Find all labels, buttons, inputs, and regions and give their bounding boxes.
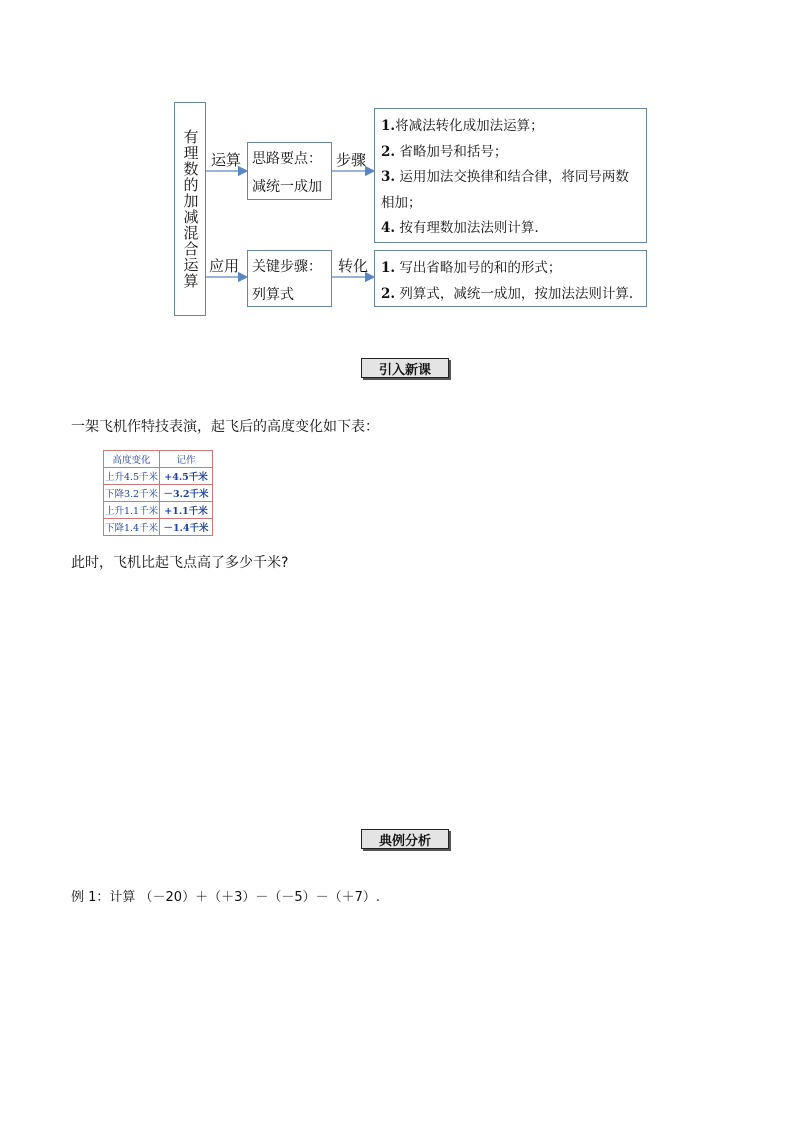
question-text: 此时，飞机比起飞点高了多少千米?	[71, 555, 289, 571]
step-item: 2. 列算式，减统一成加，按加法法则计算.	[381, 285, 634, 302]
table-cell: 上升4.5千米	[104, 468, 160, 485]
section-heading-introduction: 引入新课	[361, 358, 449, 378]
table-cell: －1.4千米	[160, 519, 213, 536]
edge-label-operation: 运算	[211, 151, 242, 169]
table-cell: +1.1千米	[160, 502, 213, 519]
table-cell: 上升1.1千米	[104, 502, 160, 519]
thinking-points-label: 思路要点：	[252, 151, 322, 167]
key-steps-label: 关键步骤：	[252, 259, 322, 275]
edge-label-convert: 转化	[338, 257, 369, 275]
step-item: 1.将减法转化成加法运算；	[381, 118, 544, 134]
altitude-table	[103, 450, 213, 536]
edge-label-steps: 步骤	[336, 151, 367, 169]
table-header: 记作	[160, 451, 213, 468]
table-cell: 下降3.2千米	[104, 485, 160, 502]
intro-paragraph: 一架飞机作特技表演，起飞后的高度变化如下表：	[71, 419, 379, 435]
table-cell: －3.2千米	[160, 485, 213, 502]
example-1: 例 1：计算 （－20）＋（＋3）－（－5）－（＋7）.	[71, 890, 381, 905]
step-item: 1. 写出省略加号的和的形式；	[381, 260, 562, 276]
section-heading-examples: 典例分析	[361, 829, 449, 849]
step-item: 相加；	[381, 194, 422, 211]
table-cell: +4.5千米	[160, 468, 213, 485]
step-item: 2. 省略加号和括号；	[381, 143, 508, 160]
thinking-points-text: 减统一成加	[252, 179, 322, 195]
table-row	[104, 502, 213, 519]
diagram-title: 有理数的加减混合运算	[181, 129, 200, 289]
table-cell: 下降1.4千米	[104, 519, 160, 536]
thinking-points-box	[247, 142, 332, 200]
table-header: 高度变化	[104, 451, 160, 468]
table-header-row	[104, 451, 213, 468]
application-steps-box	[374, 250, 647, 307]
step-item: 3. 运用加法交换律和结合律，将同号两数	[381, 169, 629, 185]
key-steps-text: 列算式	[252, 287, 294, 303]
operation-steps-box	[374, 108, 647, 243]
key-steps-box	[247, 250, 332, 307]
table-row	[104, 468, 213, 485]
edge-label-application: 应用	[209, 257, 240, 275]
step-item: 4. 按有理数加法法则计算.	[381, 220, 539, 236]
table-row	[104, 519, 213, 536]
table-row	[104, 485, 213, 502]
